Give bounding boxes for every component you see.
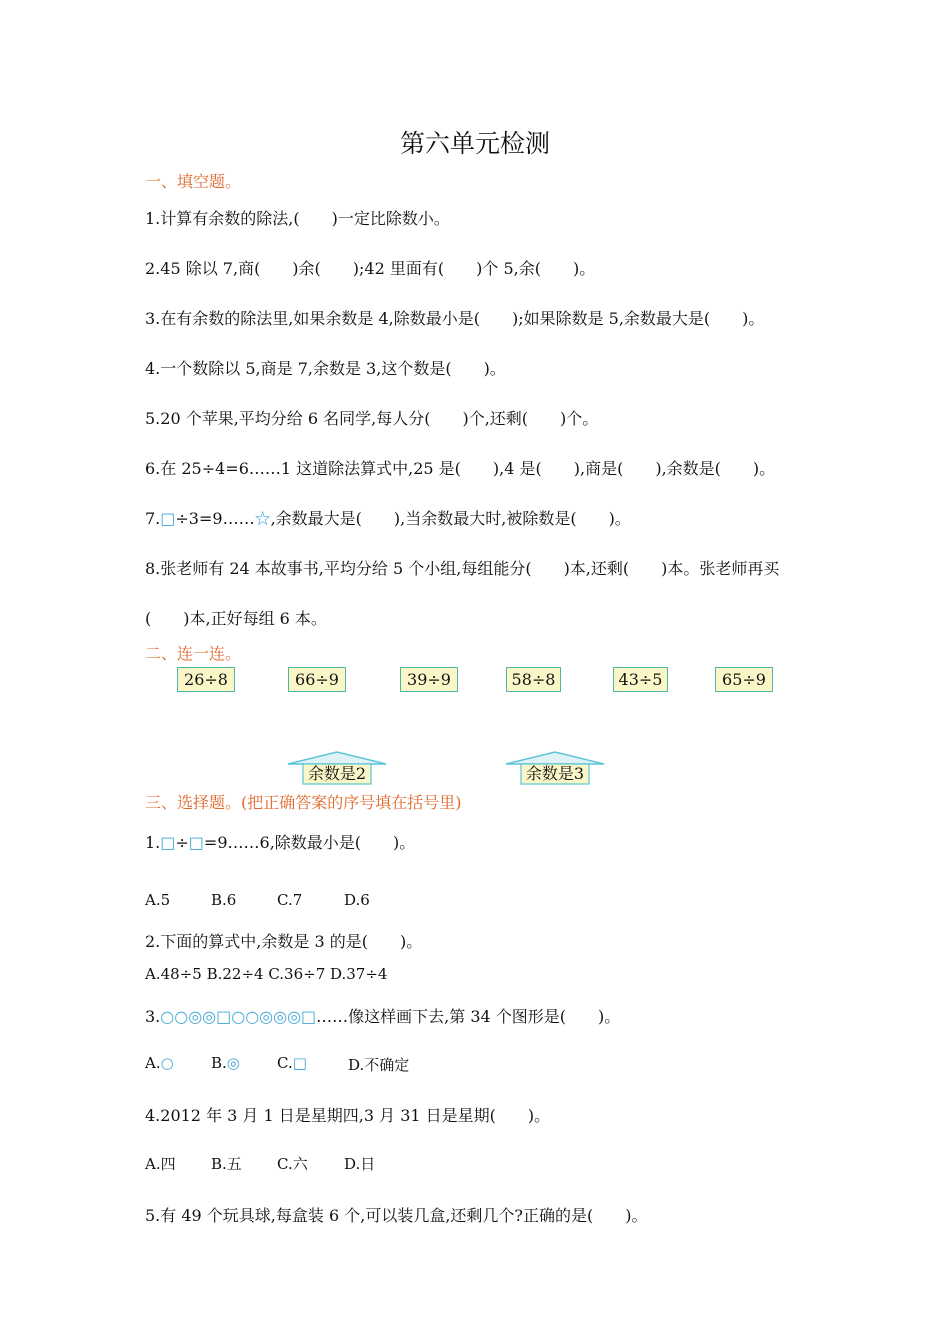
fill-question-7: 7.□÷3=9……☆,余数最大是( ),当余数最大时,被除数是( )。 — [145, 509, 631, 528]
blank-square-icon: □ — [160, 833, 176, 852]
option-a[interactable]: A.四 — [145, 1155, 176, 1173]
choice-options-4 — [145, 1153, 545, 1173]
expression-card[interactable]: 26÷8 — [177, 667, 235, 692]
option-b[interactable]: B.6 — [211, 891, 237, 909]
blank-star-icon: ☆ — [254, 509, 271, 528]
expression-card[interactable]: 43÷5 — [613, 667, 668, 692]
expression-card[interactable]: 58÷8 — [506, 667, 561, 692]
expression-card[interactable]: 66÷9 — [288, 667, 346, 692]
fill-question-6: 6.在 25÷4=6……1 这道除法算式中,25 是( ),4 是( ),商是( ),余数是( )。 — [145, 459, 776, 478]
fill-question-8-continued: ( )本,正好每组 6 本。 — [145, 609, 327, 628]
section-fill-blank-heading: 一、填空题。 — [145, 172, 242, 191]
option-d[interactable]: D.不确定 — [348, 1056, 410, 1074]
remainder-house-label[interactable]: 余数是2 — [307, 764, 367, 783]
expression-card[interactable]: 65÷9 — [715, 667, 773, 692]
page-title: 第六单元检测 — [399, 129, 550, 158]
option-d[interactable]: D.6 — [344, 891, 370, 909]
fill-question-3: 3.在有余数的除法里,如果余数是 4,除数最小是( );如果除数是 5,余数最大是( )。 — [145, 309, 765, 328]
square-icon: □ — [292, 1054, 307, 1072]
option-b[interactable]: B.◎ — [211, 1054, 240, 1072]
option-c[interactable]: C.六 — [277, 1155, 308, 1173]
choice-question-4: 4.2012 年 3 月 1 日是星期四,3 月 31 日是星期( )。 — [145, 1106, 551, 1125]
blank-square-icon: □ — [160, 509, 176, 528]
shape-sequence-icon: ○○◎◎□○○◎◎◎□ — [160, 1007, 317, 1026]
option-b[interactable]: B.五 — [211, 1155, 242, 1173]
section-choice-heading: 三、选择题。(把正确答案的序号填在括号里) — [145, 793, 462, 812]
option-a[interactable]: A.○ — [145, 1054, 174, 1072]
choice-options-1 — [145, 891, 545, 911]
option-c[interactable]: C.7 — [277, 891, 303, 909]
fill-question-4: 4.一个数除以 5,商是 7,余数是 3,这个数是( )。 — [145, 359, 506, 378]
option-d[interactable]: D.日 — [344, 1155, 376, 1173]
fill-question-1: 1.计算有余数的除法,( )一定比除数小。 — [145, 209, 450, 228]
option-a[interactable]: A.5 — [145, 891, 171, 909]
choice-options-2[interactable]: A.48÷5 B.22÷4 C.36÷7 D.37÷4 — [145, 965, 388, 983]
choice-question-2: 2.下面的算式中,余数是 3 的是( )。 — [145, 932, 423, 951]
section-connect-heading: 二、连一连。 — [145, 644, 242, 663]
remainder-house-label[interactable]: 余数是3 — [525, 764, 585, 783]
option-c[interactable]: C.□ — [277, 1054, 307, 1072]
blank-square-icon: □ — [188, 833, 204, 852]
double-circle-icon: ◎ — [226, 1054, 240, 1072]
fill-question-8: 8.张老师有 24 本故事书,平均分给 5 个小组,每组能分( )本,还剩( )本。张老师再买 — [145, 559, 780, 578]
expression-card[interactable]: 39÷9 — [400, 667, 458, 692]
circle-icon: ○ — [160, 1054, 174, 1072]
choice-options-3 — [145, 1054, 545, 1074]
choice-question-3: 3.○○◎◎□○○◎◎◎□……像这样画下去,第 34 个图形是( )。 — [145, 1007, 621, 1026]
choice-question-1: 1.□÷□=9……6,除数最小是( )。 — [145, 833, 416, 852]
choice-question-5: 5.有 49 个玩具球,每盒装 6 个,可以装几盒,还剩几个?正确的是( )。 — [145, 1206, 648, 1225]
fill-question-2: 2.45 除以 7,商( )余( );42 里面有( )个 5,余( )。 — [145, 259, 596, 278]
fill-question-5: 5.20 个苹果,平均分给 6 名同学,每人分( )个,还剩( )个。 — [145, 409, 599, 428]
